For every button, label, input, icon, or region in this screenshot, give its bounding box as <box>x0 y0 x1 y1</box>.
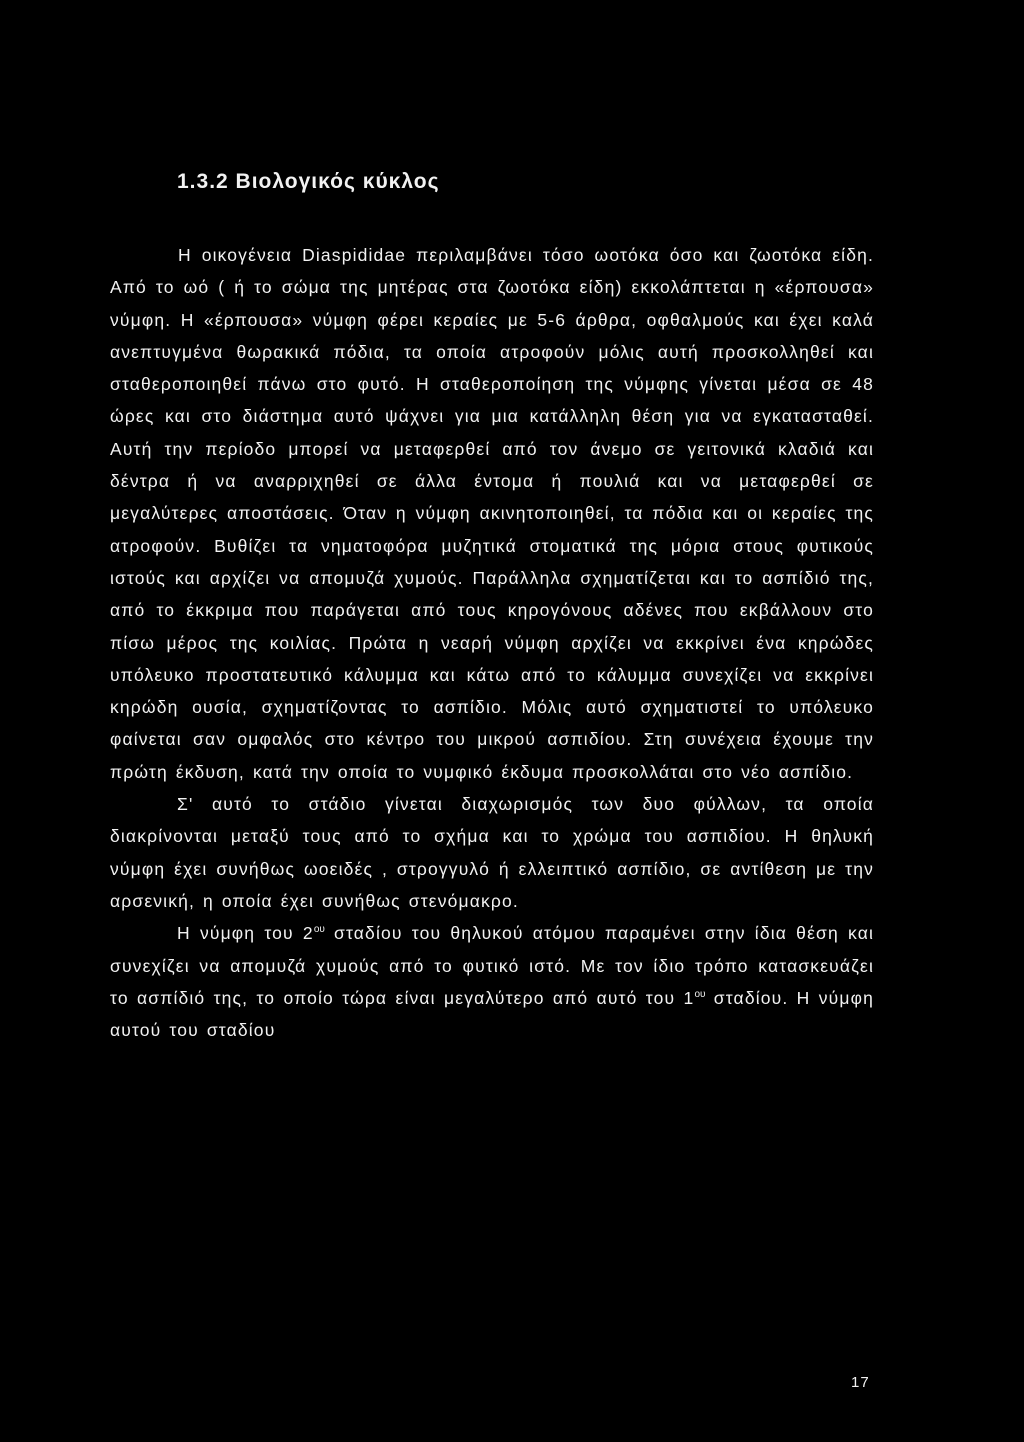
paragraph-text-part1: Η νύμφη του 2 <box>177 923 314 944</box>
superscript-ordinal-1: ου <box>313 924 325 936</box>
paragraph-oviparous-viviparous: Η οικογένεια Diaspididae περιλαμβάνει τόσο ωοτόκα όσο και ζωοτόκα είδη. Από το ωό ( ή το σώμα της μητέρας στα ζωοτόκα είδη) εκκολάπτεται η «έρπουσα» νύμφη. Η «έρπουσα» νύμφη φέρει κεραίες με 5-6 άρθρα, οφθαλμούς και έχει καλά ανεπτυγμένα θωρακικά πόδια, τα οποία ατροφούν μόλις αυτή προσκολληθεί και σταθεροποιηθεί πάνω στο φυτό. Η σταθεροποίηση της νύμφης γίνεται μέσα σε 48 ώρες και στο διάστημα αυτό ψάχνει για μια κατάλληλη θέση για να εγκατασταθεί. Αυτή την περίοδο μπορεί να μεταφερθεί από τον άνεμο σε γειτονικά κλαδιά και δέντρα ή να αναρριχηθεί σε άλλα έντομα ή πουλιά και να μεταφερθεί σε μεγαλύτερες αποστάσεις. Όταν η νύμφη ακινητοποιηθεί, τα πόδια και οι κεραίες της ατροφούν. Βυθίζει τα νηματοφόρα μυζητικά στοματικά της μόρια στους φυτικούς ιστούς και αρχίζει να απομυζά χυμούς. Παράλληλα σχηματίζεται και το ασπίδιό της, από το έκκριμα που παράγεται από τους κηρογόνους αδένες που εκβάλλουν στο πίσω μέρος της κοιλίας. Πρώτα η νεαρή νύμφη αρχίζει να εκκρίνει ένα κηρώδες υπόλευκο προστατευτικό κάλυμμα και κάτω από το κάλυμμα συνεχίζει να εκκρίνει κηρώδη ουσία, σχηματίζοντας το ασπίδιο. Μόλις αυτό σχηματιστεί το υπόλευκο φαίνεται σαν ομφαλός στο κέντρο του μικρού ασπιδίου. Στη συνέχεια έχουμε την πρώτη έκδυση, κατά την οποία το νυμφικό έκδυμα προσκολλάται στο νέο ασπίδιο. <box>110 245 874 782</box>
section-heading: 1.3.2 Βιολογικός κύκλος <box>177 170 440 193</box>
paragraph-second-stage-nymph <box>110 917 874 1046</box>
superscript-ordinal-2: ου <box>694 989 706 1000</box>
body-text <box>110 239 874 1046</box>
paragraph-sex-differentiation: Σ' αυτό το στάδιο γίνεται διαχωρισμός των δυο φύλλων, τα οποία διακρίνονται μεταξύ τους από το σχήμα και το χρώμα του ασπιδίου. Η θηλυκή νύμφη έχει συνήθως ωοειδές , στρογγυλό ή ελλειπτικό ασπίδιο, σε αντίθεση με την αρσενική, η οποία έχει συνήθως στενόμακρο. <box>110 794 874 911</box>
paragraph-text-part2: σταδίου του θηλυκού ατόμου παραμένει στην ίδια θέση και συνεχίζει να απομυζά χυμούς από το φυτικό ιστό. Με τον ίδιο τρόπο κατασκευάζει το ασπίδιό της, το οποίο τώρα είναι μεγαλύτερο από αυτό του 1 <box>110 923 875 1008</box>
page-number: 17 <box>851 1374 870 1391</box>
paragraph-text-part3: σταδίου. Η νύμφη αυτού του σταδίου <box>110 987 875 1041</box>
